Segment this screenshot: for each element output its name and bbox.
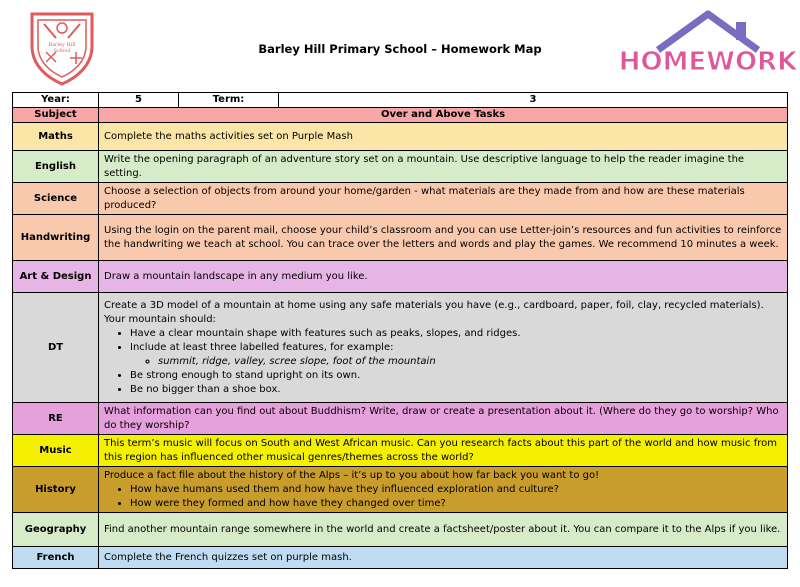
table-row (13, 151, 788, 183)
term-value: 3 (279, 93, 788, 108)
task-cell: Find another mountain range somewhere in the world and create a factsheet/poster about it. You can compare it to the Alps if you like. (99, 513, 788, 547)
subject-cell: French (13, 547, 99, 569)
list-item: • How have humans used them and how have they influenced exploration and culture? (130, 483, 782, 497)
dt-sub-bullet-list (130, 355, 782, 369)
dt-intro-text: Your mountain should: (104, 313, 216, 325)
list-item: ◦ summit, ridge, valley, scree slope, foot of the mountain (158, 355, 782, 369)
list-item: • Be no bigger than a shoe box. (130, 383, 782, 397)
task-cell: Complete the French quizzes set on purple mash. (99, 547, 788, 569)
table-row (13, 215, 788, 261)
task-cell: What information can you find out about Buddhism? Write, draw or create a presentation about it. (Where do they go to worship? Who do they worship? (99, 403, 788, 435)
table-row (13, 513, 788, 547)
svg-text:School: School (53, 48, 71, 54)
svg-text:Barley Hill: Barley Hill (48, 42, 76, 48)
dt-bullet-list (104, 327, 782, 397)
year-term-row (13, 93, 788, 108)
task-cell: This term’s music will focus on South and West African music. Can you research facts about this part of the world and how music from this region has influenced other musical genres/themes across the world? (99, 435, 788, 467)
task-cell: Complete the maths activities set on Purple Mash (99, 123, 788, 151)
task-cell: Using the login on the parent mail, choose your child’s classroom and you can use Letter-join’s resources and fun activities to reinforce the handwriting we teach at school. You can trace over the letters and words and play the games. We recommend 10 minutes a week. (99, 215, 788, 261)
table-row (13, 467, 788, 513)
list-item: • Have a clear mountain shape with features such as peaks, slopes, and ridges. (130, 327, 782, 341)
list-item: • Be strong enough to stand upright on its own. (130, 369, 782, 383)
year-label: Year: (13, 93, 99, 108)
page-title: Barley Hill Primary School – Homework Map (258, 42, 542, 56)
subject-cell: Maths (13, 123, 99, 151)
subject-header: Subject (13, 108, 99, 123)
history-bullet-list (104, 483, 782, 511)
subject-cell: Music (13, 435, 99, 467)
tasks-header: Over and Above Tasks (99, 108, 788, 123)
table-row (13, 435, 788, 467)
table-row (13, 547, 788, 569)
term-label: Term: (179, 93, 279, 108)
table-row (13, 123, 788, 151)
task-cell (99, 293, 788, 403)
table-row (13, 293, 788, 403)
subject-header-row (13, 108, 788, 123)
history-task-text: Produce a fact file about the history of the Alps – it’s up to you about how far back you want to go! (104, 469, 600, 481)
year-value: 5 (99, 93, 179, 108)
subject-cell: DT (13, 293, 99, 403)
list-item: • How were they formed and how have they changed over time? (130, 497, 782, 511)
task-cell (99, 467, 788, 513)
dt-task-text: Create a 3D model of a mountain at home using any safe materials you have (e.g., cardboard, paper, foil, clay, recycled materials). (104, 299, 764, 311)
table-row (13, 403, 788, 435)
subject-cell: History (13, 467, 99, 513)
subject-cell: RE (13, 403, 99, 435)
task-cell: Choose a selection of objects from around your home/garden - what materials are they made from and how are these materials produced? (99, 183, 788, 215)
list-item-text: Include at least three labelled features, for example: (130, 341, 394, 353)
table-row (13, 261, 788, 293)
subject-cell: Art & Design (13, 261, 99, 293)
subject-cell: Handwriting (13, 215, 99, 261)
homework-table (12, 92, 788, 569)
subject-cell: Science (13, 183, 99, 215)
svg-text:HOMEWORK: HOMEWORK (618, 47, 798, 77)
task-cell: Write the opening paragraph of an adventure story set on a mountain. Use descriptive language to help the reader imagine the setting. (99, 151, 788, 183)
subject-cell: Geography (13, 513, 99, 547)
list-item (130, 341, 782, 369)
subject-cell: English (13, 151, 99, 183)
task-cell: Draw a mountain landscape in any medium you like. (99, 261, 788, 293)
table-row (13, 183, 788, 215)
